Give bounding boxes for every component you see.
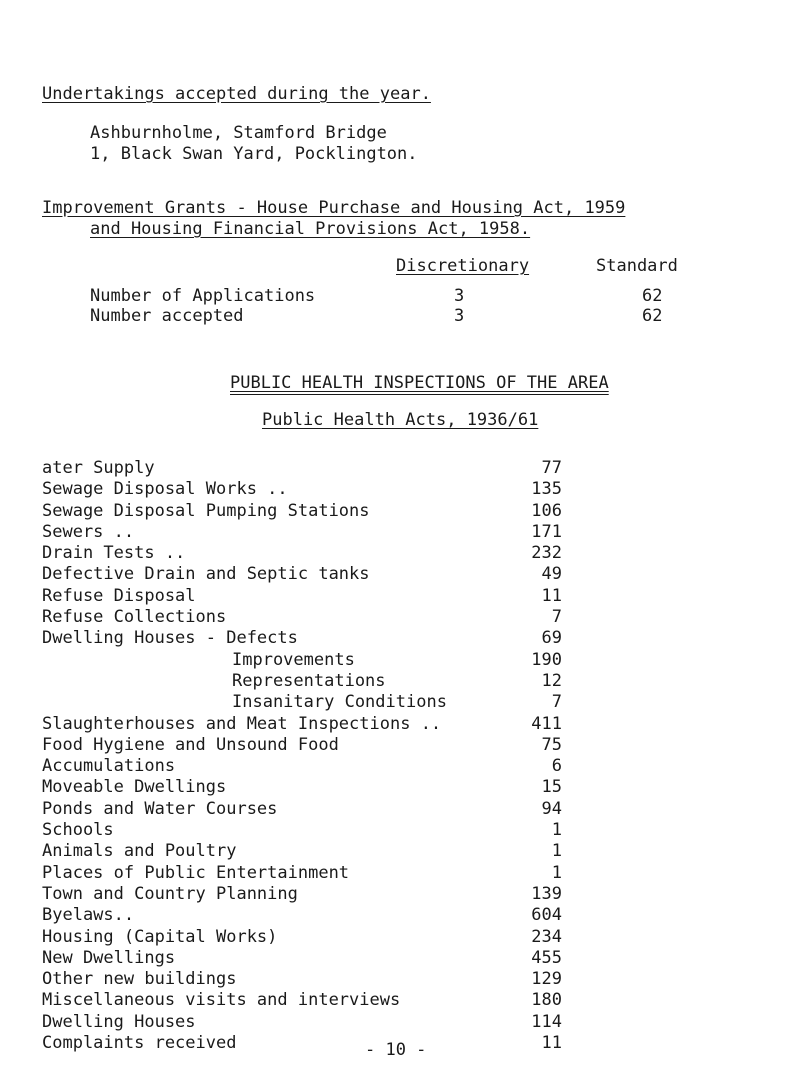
table-row xyxy=(42,522,562,543)
table-row xyxy=(42,479,562,500)
inspections-table xyxy=(42,458,562,1054)
inspection-label: Miscellaneous visits and interviews xyxy=(42,990,401,1011)
inspection-value: 6 xyxy=(551,756,562,777)
grants-heading-line-2: and Housing Financial Provisions Act, 1958. xyxy=(90,219,531,239)
inspection-label: Town and Country Planning xyxy=(42,883,298,904)
inspection-value: 49 xyxy=(541,564,562,585)
inspection-label: Housing (Capital Works) xyxy=(42,926,278,947)
inspection-label: New Dwellings xyxy=(42,947,176,968)
inspection-value: 139 xyxy=(531,883,562,904)
inspection-value: 190 xyxy=(531,649,562,670)
table-row xyxy=(42,884,562,905)
inspection-label: Dwelling Houses xyxy=(42,1011,196,1032)
inspection-label: Byelaws.. xyxy=(42,905,135,926)
inspection-label: Sewers .. xyxy=(42,521,135,542)
inspection-label: Sewage Disposal Works .. xyxy=(42,479,288,500)
page-number: - 10 - xyxy=(365,1040,427,1060)
table-row xyxy=(42,756,562,777)
inspection-label: ater Supply xyxy=(42,458,155,478)
inspection-value: 1 xyxy=(551,841,562,862)
table-row xyxy=(42,692,562,713)
table-row xyxy=(42,607,562,628)
inspection-value: 94 xyxy=(541,798,562,819)
undertakings-heading: Undertakings accepted during the year. xyxy=(42,84,431,104)
grant-row-standard: 62 xyxy=(642,286,663,306)
table-row xyxy=(42,820,562,841)
inspection-value: 77 xyxy=(541,458,562,478)
inspection-value: 12 xyxy=(541,670,562,691)
table-row xyxy=(42,841,562,862)
table-row xyxy=(42,458,562,479)
inspection-value: 180 xyxy=(531,990,562,1011)
inspection-label: Accumulations xyxy=(42,756,176,777)
inspection-label: Representations xyxy=(232,670,386,691)
inspections-heading: PUBLIC HEALTH INSPECTIONS OF THE AREA xyxy=(230,373,609,393)
table-row xyxy=(42,671,562,692)
grant-row-discretionary: 3 xyxy=(454,306,465,326)
inspection-label: Schools xyxy=(42,820,114,841)
inspection-label: Dwelling Houses - Defects xyxy=(42,628,298,649)
inspection-value: 455 xyxy=(531,947,562,968)
inspection-label: Slaughterhouses and Meat Inspections .. xyxy=(42,713,442,734)
inspection-label: Insanitary Conditions xyxy=(232,692,447,713)
inspection-label: Drain Tests .. xyxy=(42,543,186,564)
table-row xyxy=(42,927,562,948)
inspection-value: 7 xyxy=(551,607,562,628)
table-row xyxy=(42,1012,562,1033)
inspection-label: Defective Drain and Septic tanks xyxy=(42,564,370,585)
inspections-subheading: Public Health Acts, 1936/61 xyxy=(262,410,539,430)
table-row xyxy=(42,628,562,649)
inspection-value: 171 xyxy=(531,521,562,542)
inspection-value: 11 xyxy=(541,585,562,606)
table-row xyxy=(42,543,562,564)
inspection-value: 7 xyxy=(551,692,562,713)
inspection-value: 15 xyxy=(541,777,562,798)
table-row xyxy=(42,564,562,585)
inspection-label: Animals and Poultry xyxy=(42,841,237,862)
table-row xyxy=(42,501,562,522)
inspection-label: Moveable Dwellings xyxy=(42,777,227,798)
table-row xyxy=(42,863,562,884)
grants-heading-line-1: Improvement Grants - House Purchase and Housing Act, 1959 xyxy=(42,198,626,218)
inspection-value: 232 xyxy=(531,543,562,564)
inspection-label: Refuse Disposal xyxy=(42,585,196,606)
undertaking-line-1: Ashburnholme, Stamford Bridge xyxy=(90,123,387,143)
inspection-value: 129 xyxy=(531,969,562,990)
inspection-value: 11 xyxy=(541,1033,562,1054)
table-row xyxy=(42,948,562,969)
inspection-value: 1 xyxy=(551,862,562,883)
inspection-value: 106 xyxy=(531,500,562,521)
grant-row-label: Number of Applications xyxy=(90,286,316,306)
inspection-value: 135 xyxy=(531,479,562,500)
table-row xyxy=(42,799,562,820)
inspection-label: Improvements xyxy=(232,649,355,670)
inspection-label: Other new buildings xyxy=(42,969,237,990)
col-standard: Standard xyxy=(596,256,678,276)
inspection-label: Refuse Collections xyxy=(42,607,227,628)
table-row xyxy=(42,735,562,756)
table-row xyxy=(42,714,562,735)
table-row xyxy=(42,1033,562,1054)
grant-row-label: Number accepted xyxy=(90,306,244,326)
grant-row-discretionary: 3 xyxy=(454,286,465,306)
inspection-value: 411 xyxy=(531,713,562,734)
inspection-label: Food Hygiene and Unsound Food xyxy=(42,734,339,755)
table-row xyxy=(42,905,562,926)
table-row xyxy=(42,586,562,607)
inspection-label: Ponds and Water Courses xyxy=(42,798,278,819)
col-discretionary: Discretionary xyxy=(396,256,530,276)
inspection-label: Sewage Disposal Pumping Stations xyxy=(42,500,370,521)
table-row xyxy=(42,777,562,798)
table-row xyxy=(42,650,562,671)
table-row xyxy=(42,969,562,990)
undertaking-line-2: 1, Black Swan Yard, Pocklington. xyxy=(90,144,418,164)
table-row xyxy=(42,990,562,1011)
inspection-value: 114 xyxy=(531,1011,562,1032)
inspection-value: 234 xyxy=(531,926,562,947)
inspection-label: Complaints received xyxy=(42,1033,237,1054)
inspection-label: Places of Public Entertainment xyxy=(42,862,350,883)
inspection-value: 69 xyxy=(541,628,562,649)
inspection-value: 75 xyxy=(541,734,562,755)
inspection-value: 1 xyxy=(551,820,562,841)
inspection-value: 604 xyxy=(531,905,562,926)
grant-row-standard: 62 xyxy=(642,306,663,326)
